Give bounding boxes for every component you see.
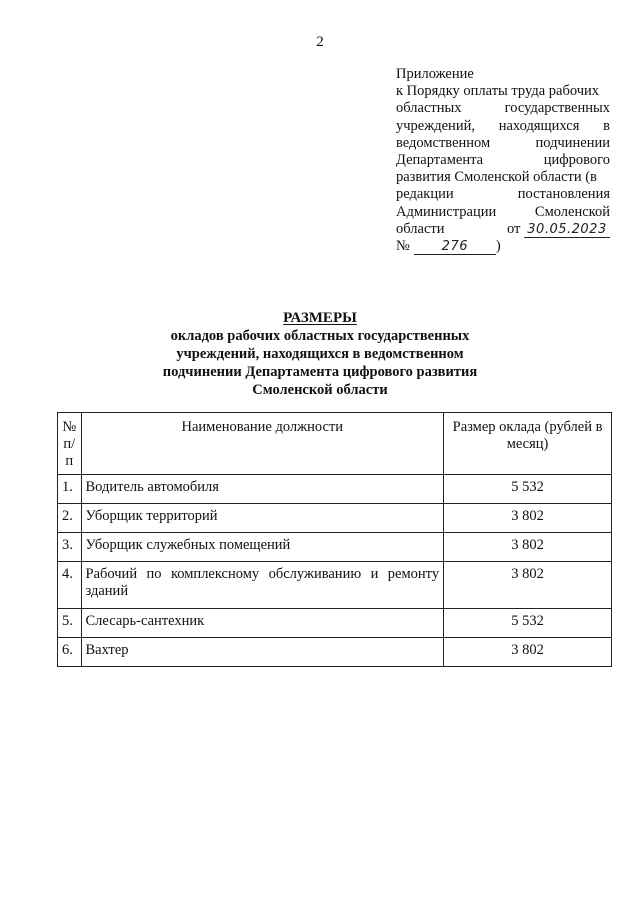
- appendix-line: к Порядку оплаты труда рабочих: [396, 83, 599, 100]
- row-salary: 3 802: [444, 638, 612, 667]
- appendix-block: [396, 66, 610, 255]
- table-row: [58, 562, 612, 609]
- row-salary: 5 532: [444, 609, 612, 638]
- salary-table: [57, 412, 612, 667]
- title-line: подчинении Департамента цифрового развития: [162, 364, 478, 380]
- table-row: [58, 533, 612, 562]
- appendix-line: ведомственном подчинении: [396, 134, 610, 151]
- appendix-line: редакции постановления: [396, 186, 610, 203]
- row-salary: 3 802: [444, 562, 612, 609]
- row-position: Рабочий по комплексному обслуживанию и ремонту зданий: [81, 562, 444, 609]
- page-number: 2: [316, 34, 324, 50]
- appendix-date-group: [507, 221, 610, 238]
- appendix-number-row: [396, 238, 610, 255]
- row-num: 1.: [58, 475, 82, 504]
- row-salary: 3 802: [444, 533, 612, 562]
- title-main: РАЗМЕРЫ: [283, 310, 357, 326]
- table-row: [58, 638, 612, 667]
- appendix-line: Департамента цифрового: [396, 152, 610, 169]
- title-line: Смоленской области: [252, 382, 388, 398]
- appendix-line: развития Смоленской области (в: [396, 169, 597, 186]
- table-row: [58, 475, 612, 504]
- title-line: учреждений, находящихся в ведомственном: [176, 346, 464, 362]
- appendix-line: Администрации Смоленской: [396, 203, 610, 220]
- appendix-line: областных государственных: [396, 100, 610, 117]
- header-name: Наименование должности: [81, 413, 444, 475]
- appendix-number-value: 276: [414, 240, 496, 255]
- row-position: Уборщик служебных помещений: [81, 533, 444, 562]
- row-position: Уборщик территорий: [81, 504, 444, 533]
- row-num: 3.: [58, 533, 82, 562]
- title-line: окладов рабочих областных государственных: [170, 328, 470, 344]
- appendix-date-row: [396, 221, 610, 238]
- row-position: Вахтер: [81, 638, 444, 667]
- row-num: 5.: [58, 609, 82, 638]
- appendix-number-suffix: ): [495, 238, 501, 255]
- document-title: [0, 309, 640, 399]
- header-num: № п/п: [58, 413, 82, 475]
- row-num: 2.: [58, 504, 82, 533]
- appendix-line: учреждений, находящихся в: [396, 117, 610, 134]
- appendix-date-value: 30.05.2023: [524, 223, 610, 238]
- appendix-date-prefix: области: [396, 220, 445, 237]
- row-position: Слесарь-сантехник: [81, 609, 444, 638]
- appendix-date-from: от: [506, 220, 521, 237]
- table-header-row: [58, 413, 612, 475]
- row-position: Водитель автомобиля: [81, 475, 444, 504]
- header-size: Размер оклада (рублей в месяц): [444, 413, 612, 475]
- table-row: [58, 609, 612, 638]
- row-num: 4.: [58, 562, 82, 609]
- appendix-line: Приложение: [396, 66, 474, 82]
- appendix-number-prefix: №: [396, 238, 410, 255]
- row-salary: 3 802: [444, 504, 612, 533]
- row-salary: 5 532: [444, 475, 612, 504]
- table-row: [58, 504, 612, 533]
- row-num: 6.: [58, 638, 82, 667]
